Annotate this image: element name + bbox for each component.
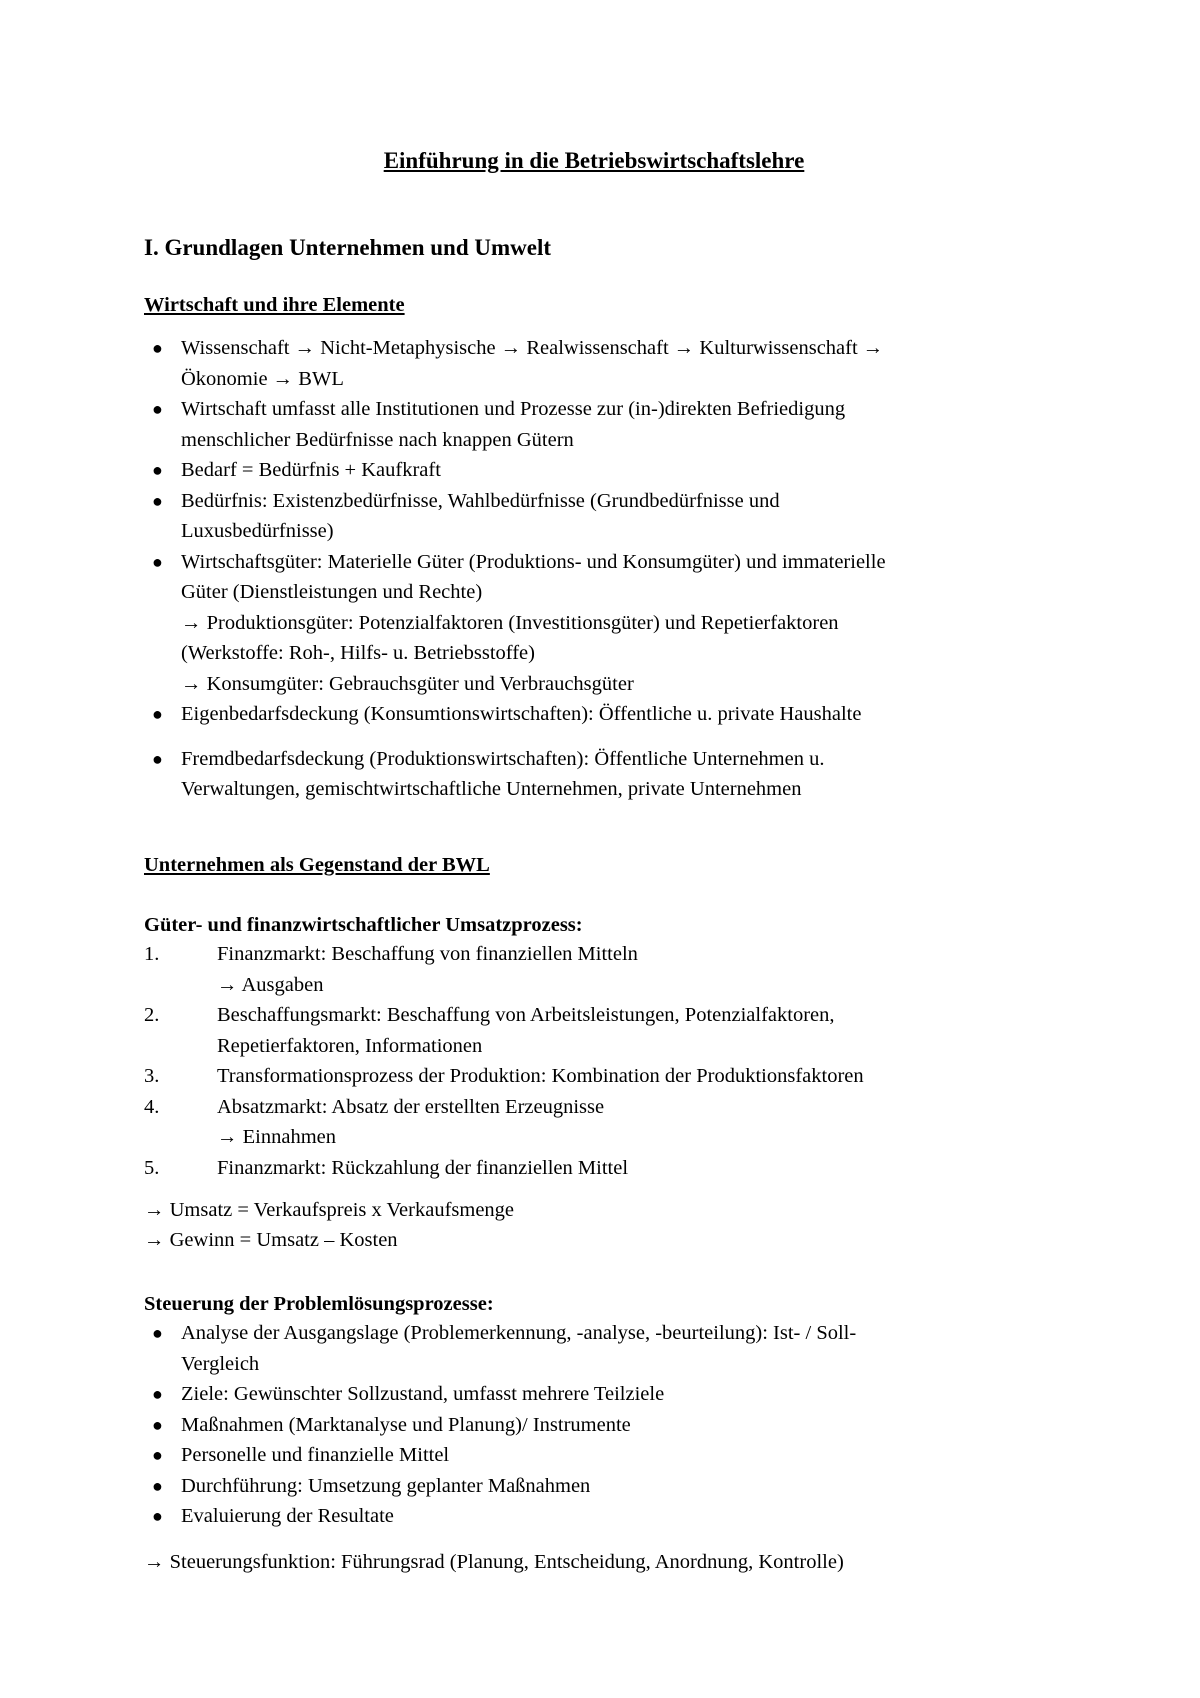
bullet-icon: ●	[152, 490, 163, 511]
bullet-icon: ●	[152, 1475, 163, 1496]
list-item: 5. Finanzmarkt: Rückzahlung der finanziellen Mittel	[144, 1156, 629, 1179]
bullet-icon: ●	[152, 338, 163, 358]
list-item: 1. Finanzmarkt: Beschaffung von finanziellen Mitteln → Ausgaben	[144, 943, 638, 996]
list-item: ● Fremdbedarfsdeckung (Produktionswirtschaften): Öffentliche Unternehmen u. Verwaltungen, gemischtwirtschaftliche Unternehmen, private Unternehmen	[144, 744, 1044, 805]
chapter-heading: I. Grundlagen Unternehmen und Umwelt	[144, 235, 552, 260]
list-item: ● Wirtschaftsgüter: Materielle Güter (Produktions- und Konsumgüter) und immaterielle Güter (Dienstleistungen und Rechte) → Produktionsgüter: Potenzialfaktoren (Investitionsgüter) und Repetierfaktoren (Werkstoffe: Roh-, Hilfs- u. Betriebsstoffe) → Konsumgüter: Gebrauchsgüter und Verbrauchsgüter	[144, 547, 1044, 700]
bullet-icon: ●	[152, 1414, 163, 1435]
bullet-icon: ●	[152, 748, 163, 769]
bullet-icon: ●	[152, 1445, 163, 1465]
formula-umsatz: → Umsatz = Verkaufspreis x Verkaufsmenge	[144, 1199, 515, 1221]
bullet-icon: ●	[152, 1506, 163, 1526]
section-heading-wirtschaft: Wirtschaft und ihre Elemente	[144, 294, 405, 316]
conclusion-steuerungsfunktion: → Steuerungsfunktion: Führungsrad (Planung, Entscheidung, Anordnung, Kontrolle)	[144, 1551, 844, 1573]
bullet-icon: ●	[152, 1323, 163, 1343]
list-item: 4. Absatzmarkt: Absatz der erstellten Erzeugnisse → Einnahmen	[144, 1095, 605, 1148]
list-item: ● Wirtschaft umfasst alle Institutionen und Prozesse zur (in-)direkten Befriedigung menschlicher Bedürfnisse nach knappen Gütern	[144, 394, 1044, 455]
formula-gewinn: → Gewinn = Umsatz – Kosten	[144, 1229, 398, 1251]
list-item: ● Evaluierung der Resultate	[144, 1501, 1044, 1532]
numbered-list-umsatzprozess	[144, 939, 1044, 1183]
list-item: ● Wissenschaft → Nicht-Metaphysische → Realwissenschaft → Kulturwissenschaft → Ökonomie → BWL	[144, 333, 1044, 394]
bullet-icon: ●	[152, 551, 163, 572]
list-item: ● Eigenbedarfsdeckung (Konsumtionswirtschaften): Öffentliche u. private Haushalte	[144, 699, 1044, 730]
list-item: ● Ziele: Gewünschter Sollzustand, umfasst mehrere Teilziele	[144, 1379, 1044, 1410]
bullet-icon: ●	[152, 1384, 163, 1404]
bullet-list-steuerung	[144, 1318, 1044, 1532]
list-item: ● Durchführung: Umsetzung geplanter Maßnahmen	[144, 1471, 1044, 1502]
list-item: ● Personelle und finanzielle Mittel	[144, 1440, 1044, 1471]
list-item: ● Analyse der Ausgangslage (Problemerkennung, -analyse, -beurteilung): Ist- / Soll- Vergleich	[144, 1318, 1044, 1379]
subheading-steuerung: Steuerung der Problemlösungsprozesse:	[144, 1293, 494, 1315]
subheading-umsatzprozess: Güter- und finanzwirtschaftlicher Umsatzprozess:	[144, 914, 583, 936]
bullet-icon: ●	[152, 460, 163, 480]
list-item: 3. Transformationsprozess der Produktion: Kombination der Produktionsfaktoren	[144, 1065, 864, 1087]
bullet-icon: ●	[152, 704, 163, 724]
section-heading-unternehmen: Unternehmen als Gegenstand der BWL	[144, 854, 490, 876]
bullet-list-wirtschaft	[144, 333, 1044, 805]
list-item: ● Bedürfnis: Existenzbedürfnisse, Wahlbedürfnisse (Grundbedürfnisse und Luxusbedürfnisse)	[144, 486, 1044, 547]
list-item: ● Maßnahmen (Marktanalyse und Planung)/ Instrumente	[144, 1410, 1044, 1441]
document-title: Einführung in die Betriebswirtschaftslehre	[383, 148, 805, 173]
list-item: 2. Beschaffungsmarkt: Beschaffung von Arbeitsleistungen, Potenzialfaktoren, Repetierfaktoren, Informationen	[144, 1004, 835, 1057]
list-item: ● Bedarf = Bedürfnis + Kaufkraft	[144, 455, 1044, 486]
bullet-icon: ●	[152, 399, 163, 419]
